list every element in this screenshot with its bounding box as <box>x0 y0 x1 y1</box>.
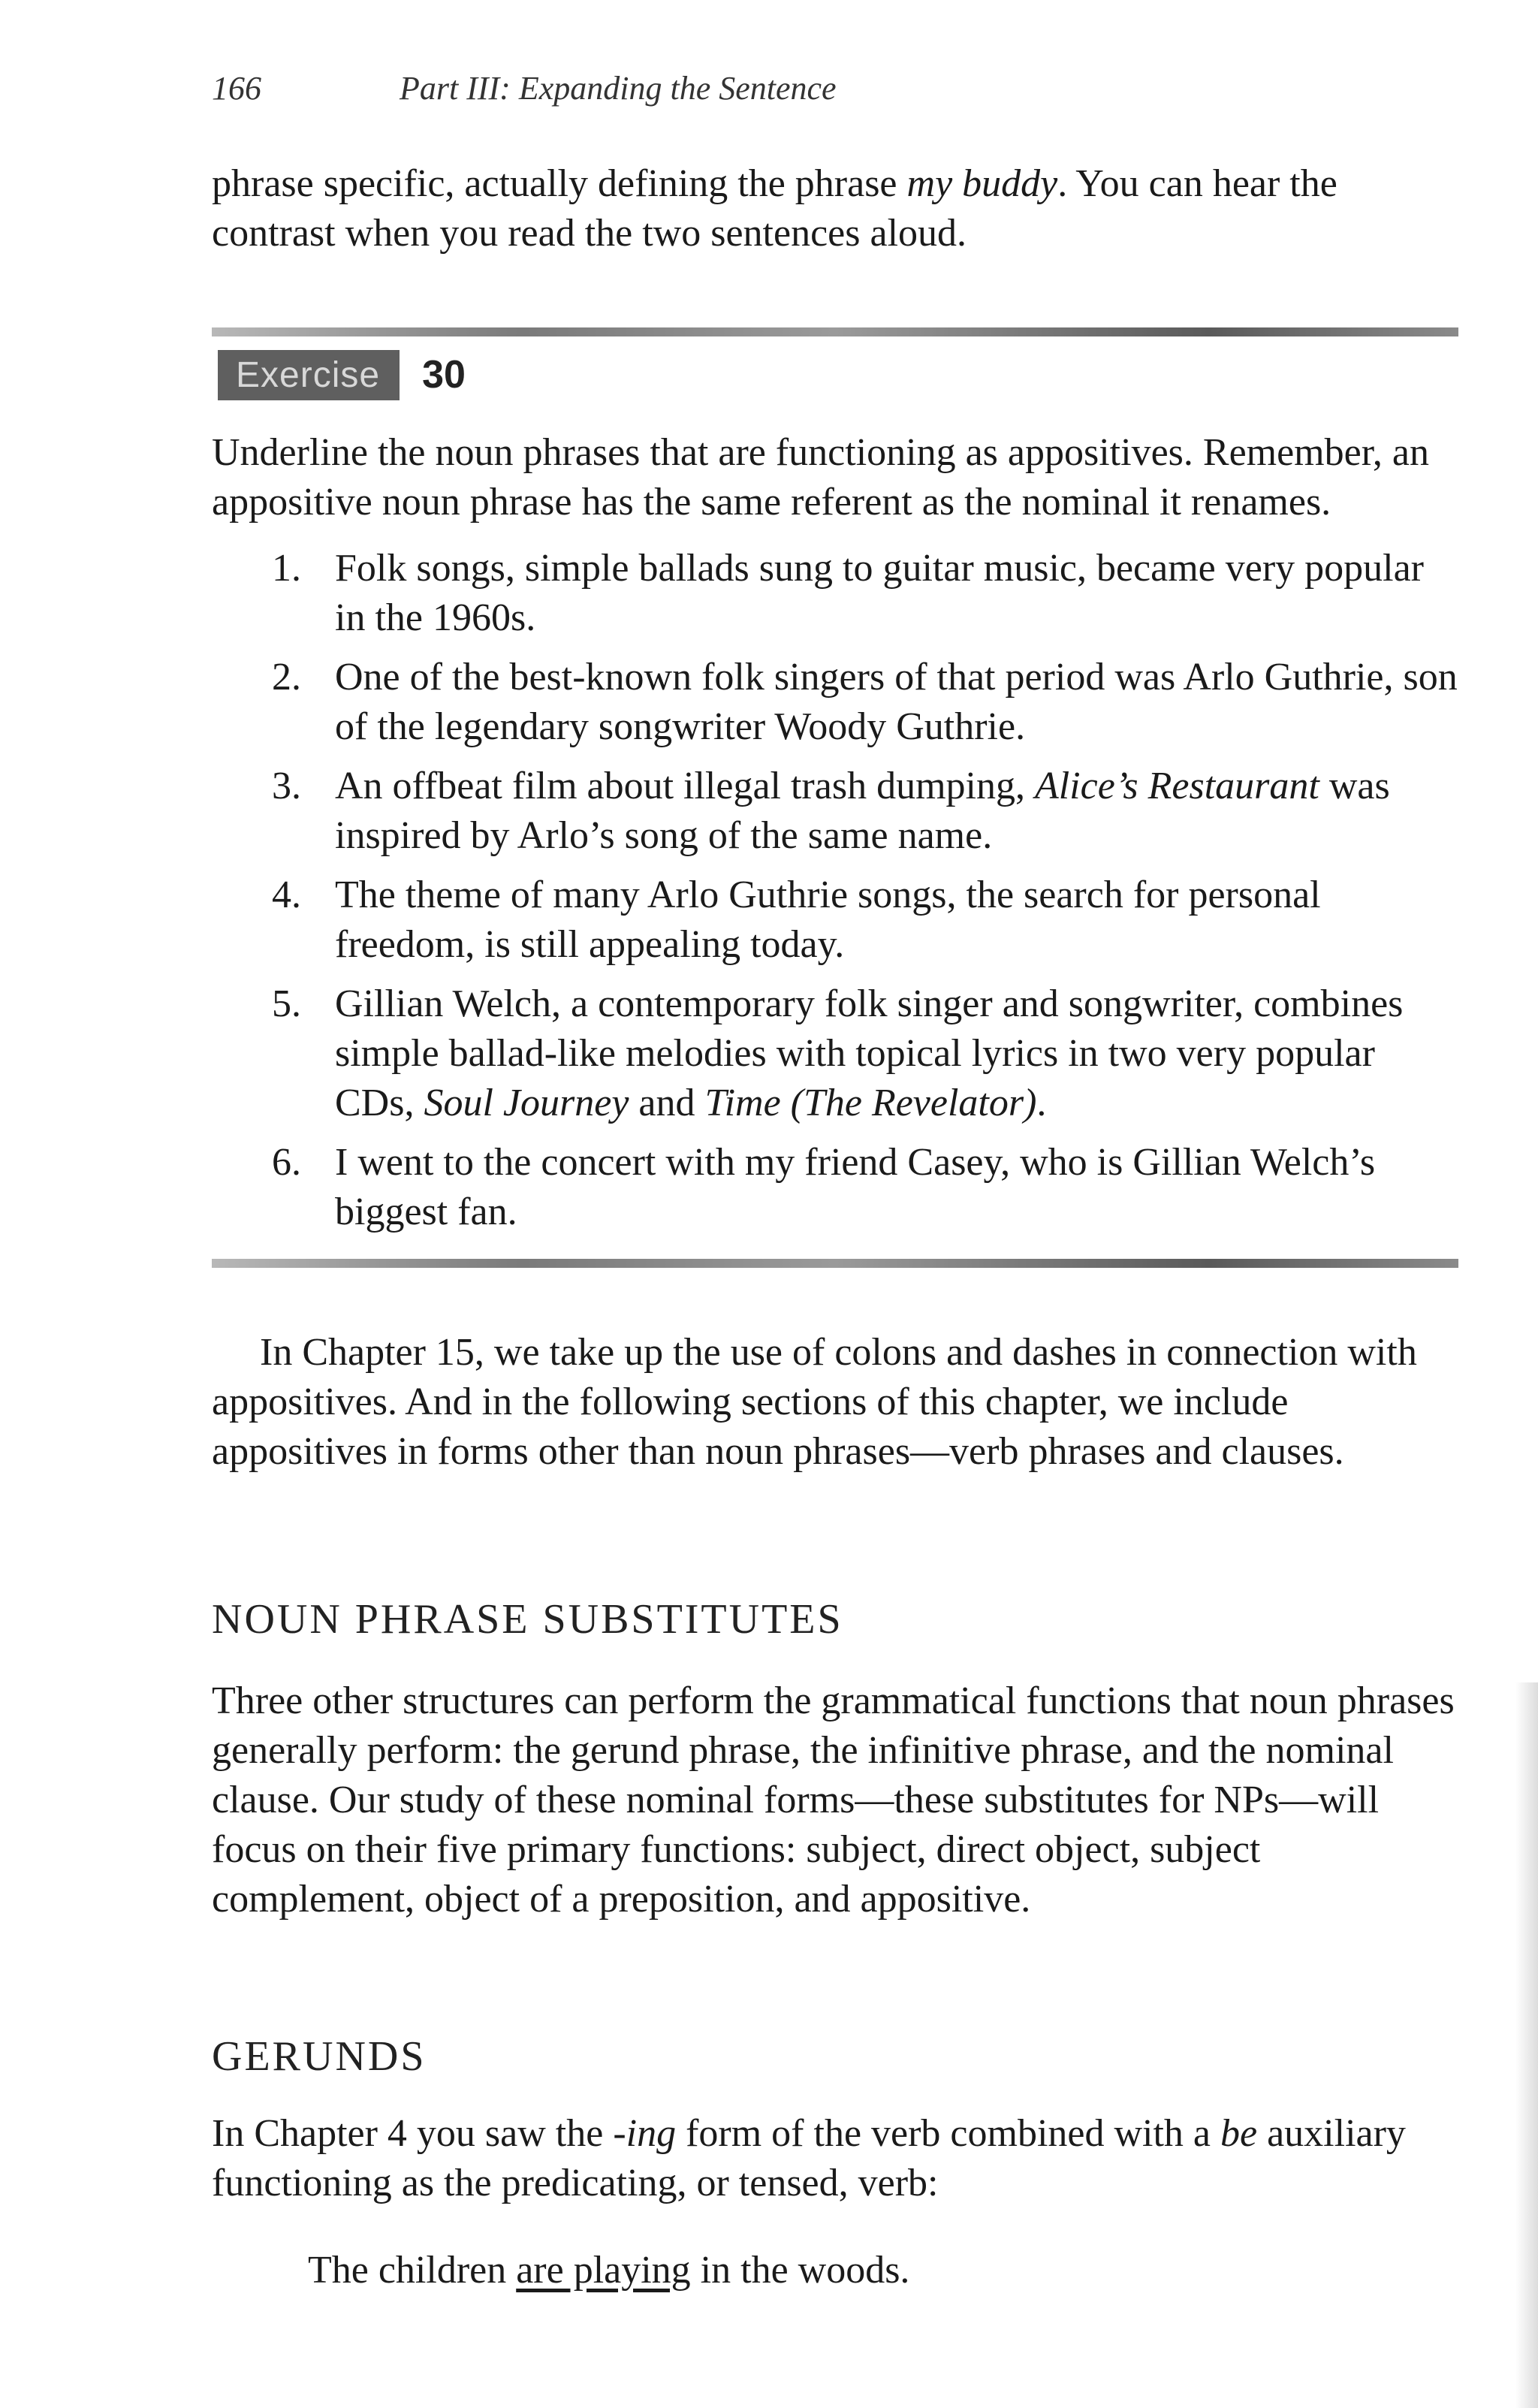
item-number: 4. <box>272 874 301 916</box>
example-sentence <box>308 2246 909 2295</box>
intro-text-b: . You can hear the contrast when you read the two sentences aloud. <box>212 162 1337 255</box>
exercise-instructions-text: Underline the noun phrases that are functioning as appositives. Remember, an appositive noun phrase has the same referent as the nominal it renames. <box>212 431 1430 524</box>
example-text-a: The children <box>308 2249 517 2292</box>
item-title-italic: Time (The Revelator) <box>704 1082 1037 1124</box>
chapter-note-paragraph <box>212 1328 1458 1477</box>
item-text: An offbeat film about illegal trash dumping, <box>335 765 1035 807</box>
item-number: 5. <box>272 982 301 1025</box>
running-head-title: Part III: Expanding the Sentence <box>400 70 837 107</box>
section-heading-gerunds: GERUNDS <box>212 2033 427 2080</box>
example-underlined-verb: are playing <box>516 2249 691 2292</box>
exercise-items <box>272 544 1458 1247</box>
exercise-heading <box>218 342 466 407</box>
exercise-item <box>272 544 1458 643</box>
item-text: The theme of many Arlo Guthrie songs, the search for personal freedom, is still appealing today. <box>335 874 1321 966</box>
exercise-item <box>272 871 1458 970</box>
exercise-bottom-rule <box>212 1259 1458 1268</box>
item-text: I went to the concert with my friend Casey, who is Gillian Welch’s biggest fan. <box>335 1141 1376 1233</box>
exercise-top-rule <box>212 327 1458 336</box>
intro-text-a: phrase specific, actually defining the phrase <box>212 162 907 205</box>
item-text: Gillian Welch, a contemporary folk singer and songwriter, combines simple ballad-like melodies with topical lyrics in two very popular CDs, <box>335 982 1404 1124</box>
noun-phrase-substitutes-text: Three other structures can perform the grammatical functions that noun phrases generally perform: the gerund phrase, the infinitive phrase, and the nominal clause. Our study of these nominal forms—these substitutes for NPs—will focus on their five primary functions: subject, direct object, subject complement, object of a preposition, and appositive. <box>212 1679 1455 1921</box>
item-text: . <box>1036 1082 1047 1124</box>
exercise-item <box>272 1138 1458 1237</box>
exercise-label: Exercise <box>218 350 400 400</box>
exercise-item <box>272 979 1458 1128</box>
item-number: 1. <box>272 547 301 590</box>
item-number: 2. <box>272 656 301 699</box>
intro-paragraph <box>212 159 1458 258</box>
gerunds-text-c: auxiliary functioning as the predicating, or tensed, verb: <box>212 2112 1406 2204</box>
item-number: 6. <box>272 1141 301 1184</box>
exercise-instructions <box>212 428 1458 527</box>
intro-emphasis: my buddy <box>906 162 1058 205</box>
exercise-item <box>272 762 1458 861</box>
gerunds-emphasis-ing: -ing <box>613 2112 677 2155</box>
item-number: 3. <box>272 765 301 807</box>
running-head <box>212 69 837 107</box>
gerunds-text-b: form of the verb combined with a <box>676 2112 1220 2155</box>
gerunds-text-a: In Chapter 4 you saw the <box>212 2112 614 2155</box>
item-text: One of the best-known folk singers of that period was Arlo Guthrie, son of the legendary songwriter Woody Guthrie. <box>335 656 1458 748</box>
page-number: 166 <box>212 70 261 107</box>
gerunds-paragraph <box>212 2109 1458 2208</box>
gerunds-emphasis-be: be <box>1220 2112 1258 2155</box>
section-heading-noun-phrase-substitutes: NOUN PHRASE SUBSTITUTES <box>212 1596 843 1643</box>
item-title-italic: Soul Journey <box>424 1082 629 1124</box>
exercise-item <box>272 653 1458 752</box>
page-edge-shadow <box>1515 1682 1538 2408</box>
exercise-number: 30 <box>422 353 466 397</box>
item-text: and <box>629 1082 705 1124</box>
chapter-note-text: In Chapter 15, we take up the use of colons and dashes in connection with appositives. And in the following sections of this chapter, we include appositives in forms other than noun phrases—verb phrases and clauses. <box>212 1331 1417 1473</box>
example-text-b: in the woods. <box>690 2249 910 2292</box>
noun-phrase-substitutes-paragraph <box>212 1676 1458 1924</box>
item-text: Folk songs, simple ballads sung to guitar music, became very popular in the 1960s. <box>335 547 1424 639</box>
item-text: was inspired by Arlo’s song of the same name. <box>335 765 1390 857</box>
item-title-italic: Alice’s Restaurant <box>1034 765 1319 807</box>
